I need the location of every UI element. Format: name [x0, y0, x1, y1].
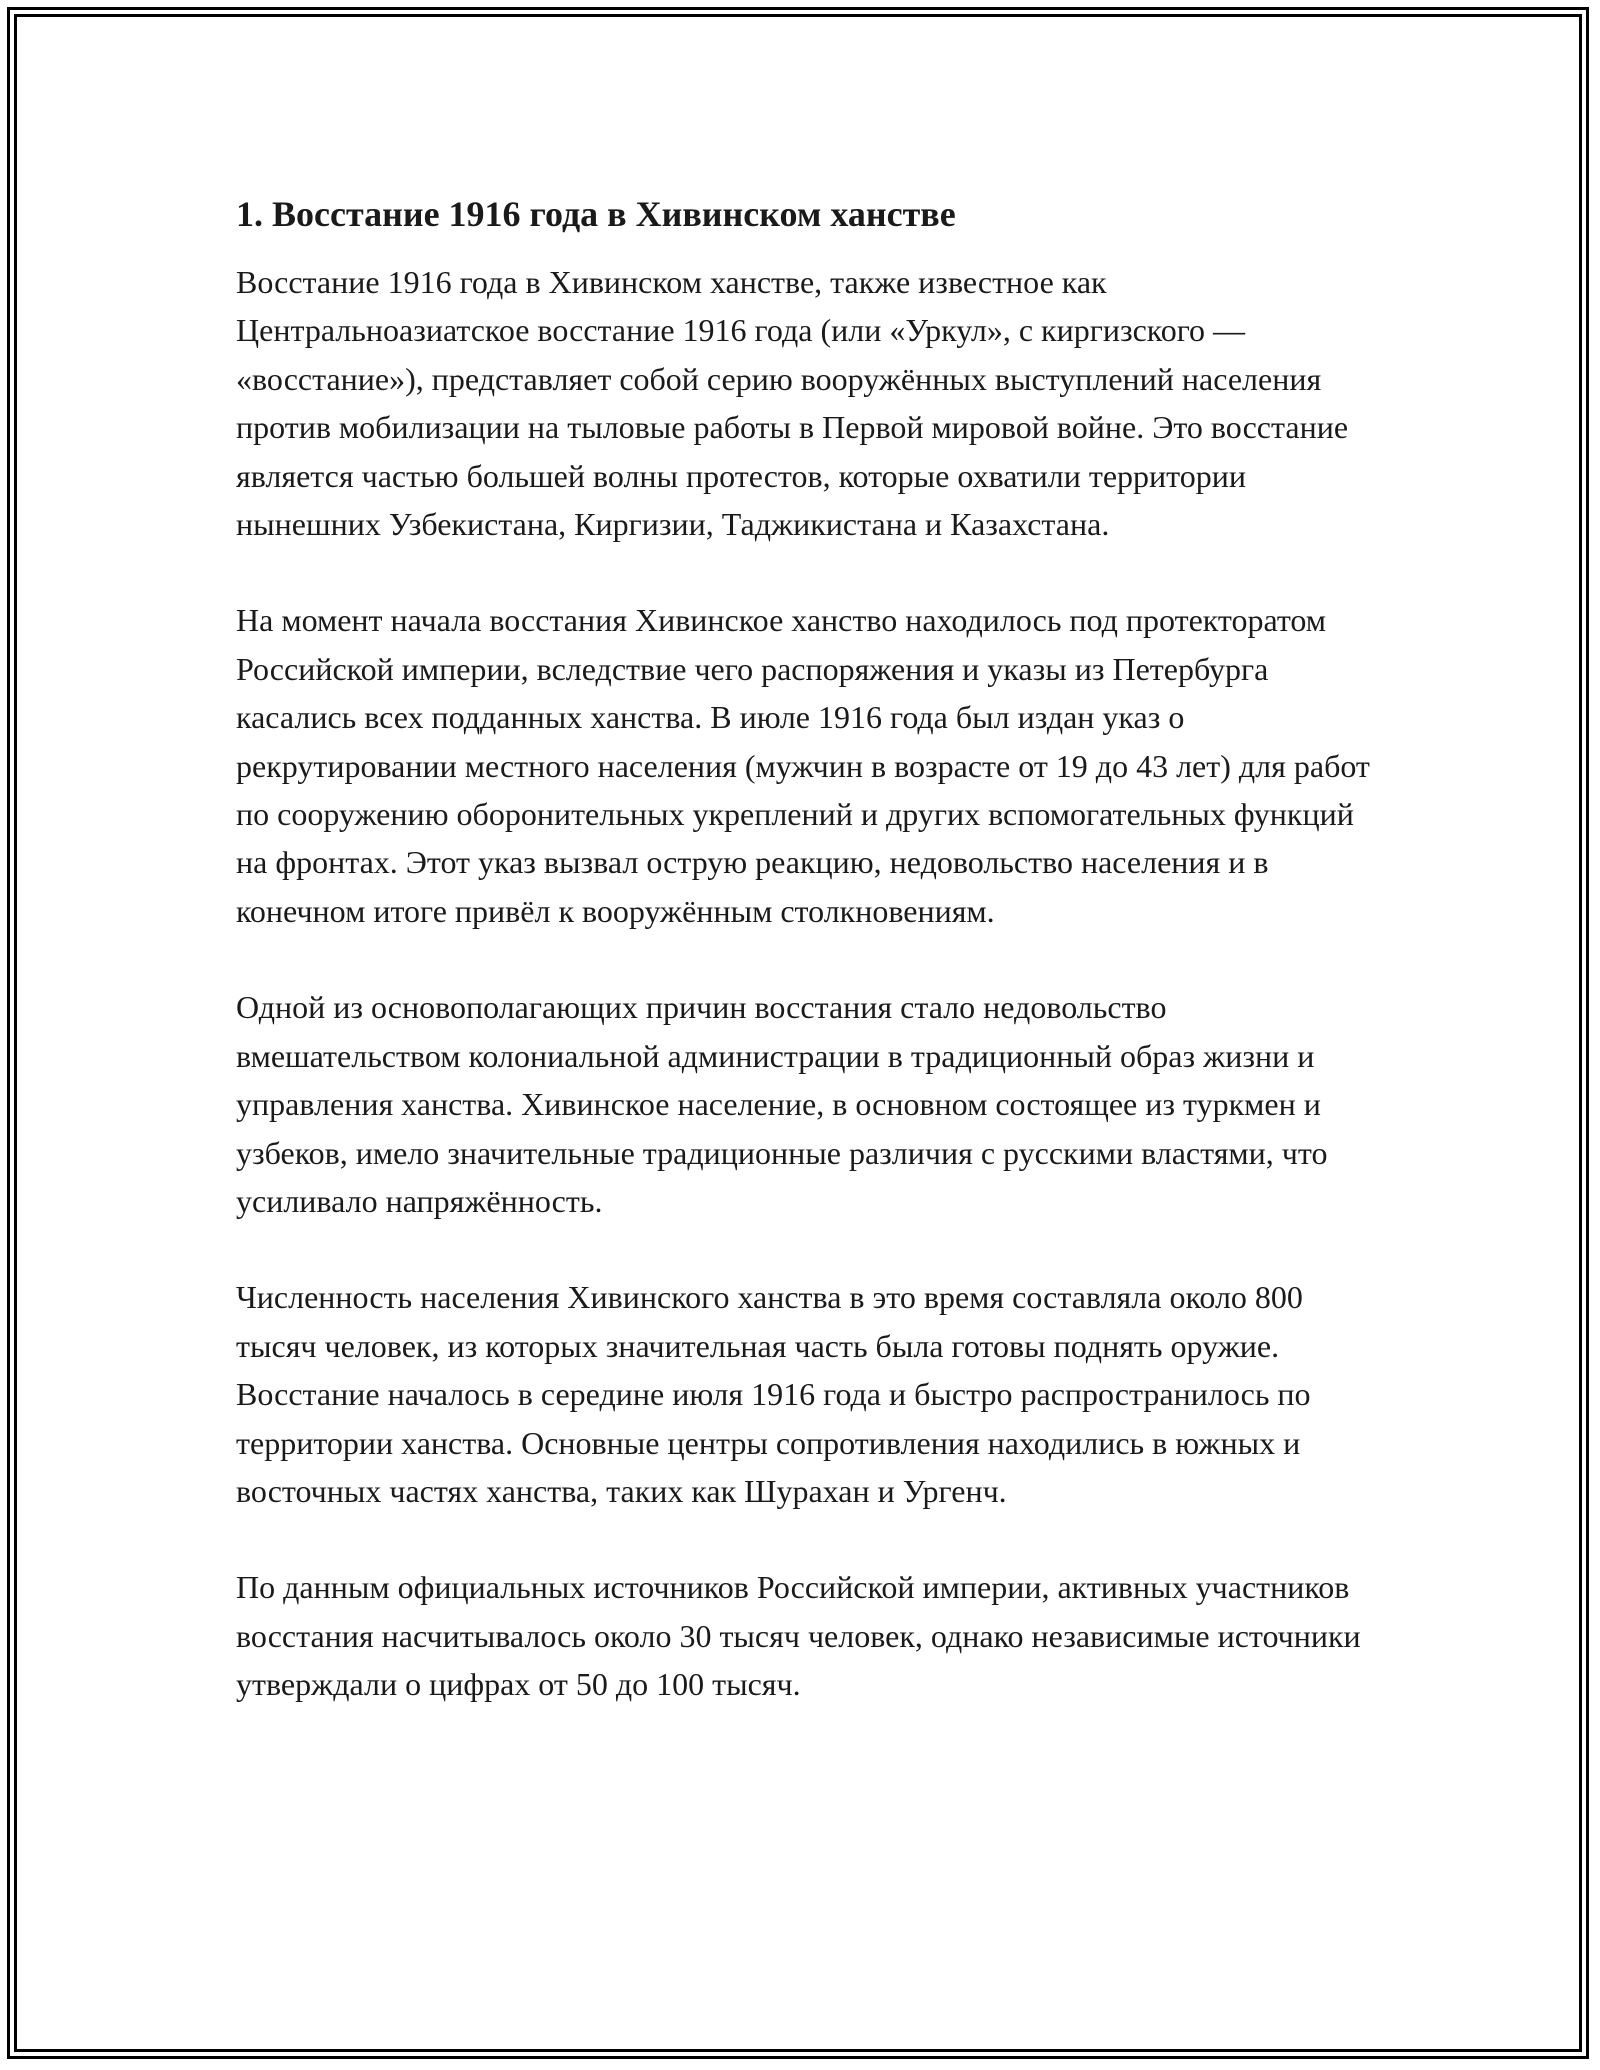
paragraph-causes: Одной из основополагающих причин восстания стало недовольство вмешательством колониальной администрации в традиционный образ жизни и управления ханства. Хивинское население, в основном состоящее из туркмен и узбеков, имело значительные традиционные различия с русскими властями, что усиливало напряжённость.	[236, 989, 1328, 1219]
section-heading: 1. Восстание 1916 года в Хивинском ханстве	[236, 194, 956, 234]
document-page	[236, 186, 1376, 1757]
paragraph-intro: Восстание 1916 года в Хивинском ханстве, также известное как Центральноазиатское восстание 1916 года (или «Уркул», с киргизского — «восстание»), представляет собой серию вооружённых выступлений населения против мобилизации на тыловые работы в Первой мировой войне. Это восстание является частью большей волны протестов, которые охватили территории нынешних Узбекистана, Киргизии, Таджикистана и Казахстана.	[236, 264, 1349, 543]
paragraph-protectorate: На момент начала восстания Хивинское ханство находилось под протекторатом Российской империи, вследствие чего распоряжения и указы из Петербурга касались всех подданных ханства. В июле 1916 года был издан указ о рекрутировании местного населения (мужчин в возрасте от 19 до 43 лет) для работ по сооружению оборонительных укреплений и других вспомогательных функций на фронтах. Этот указ вызвал острую реакцию, недовольство населения и в конечном итоге привёл к вооружённым столкновениям.	[236, 602, 1370, 929]
paragraph-participants: По данным официальных источников Российской империи, активных участников восстания насчитывалось около 30 тысяч человек, однако независимые источники утверждали о цифрах от 50 до 100 тысяч.	[236, 1569, 1361, 1703]
paragraph-population: Численность населения Хивинского ханства в это время составляла около 800 тысяч человек, из которых значительная часть была готовы поднять оружие. Восстание началось в середине июля 1916 года и быстро распространилось по территории ханства. Основные центры сопротивления находились в южных и восточных частях ханства, таких как Шурахан и Ургенч.	[236, 1279, 1311, 1509]
